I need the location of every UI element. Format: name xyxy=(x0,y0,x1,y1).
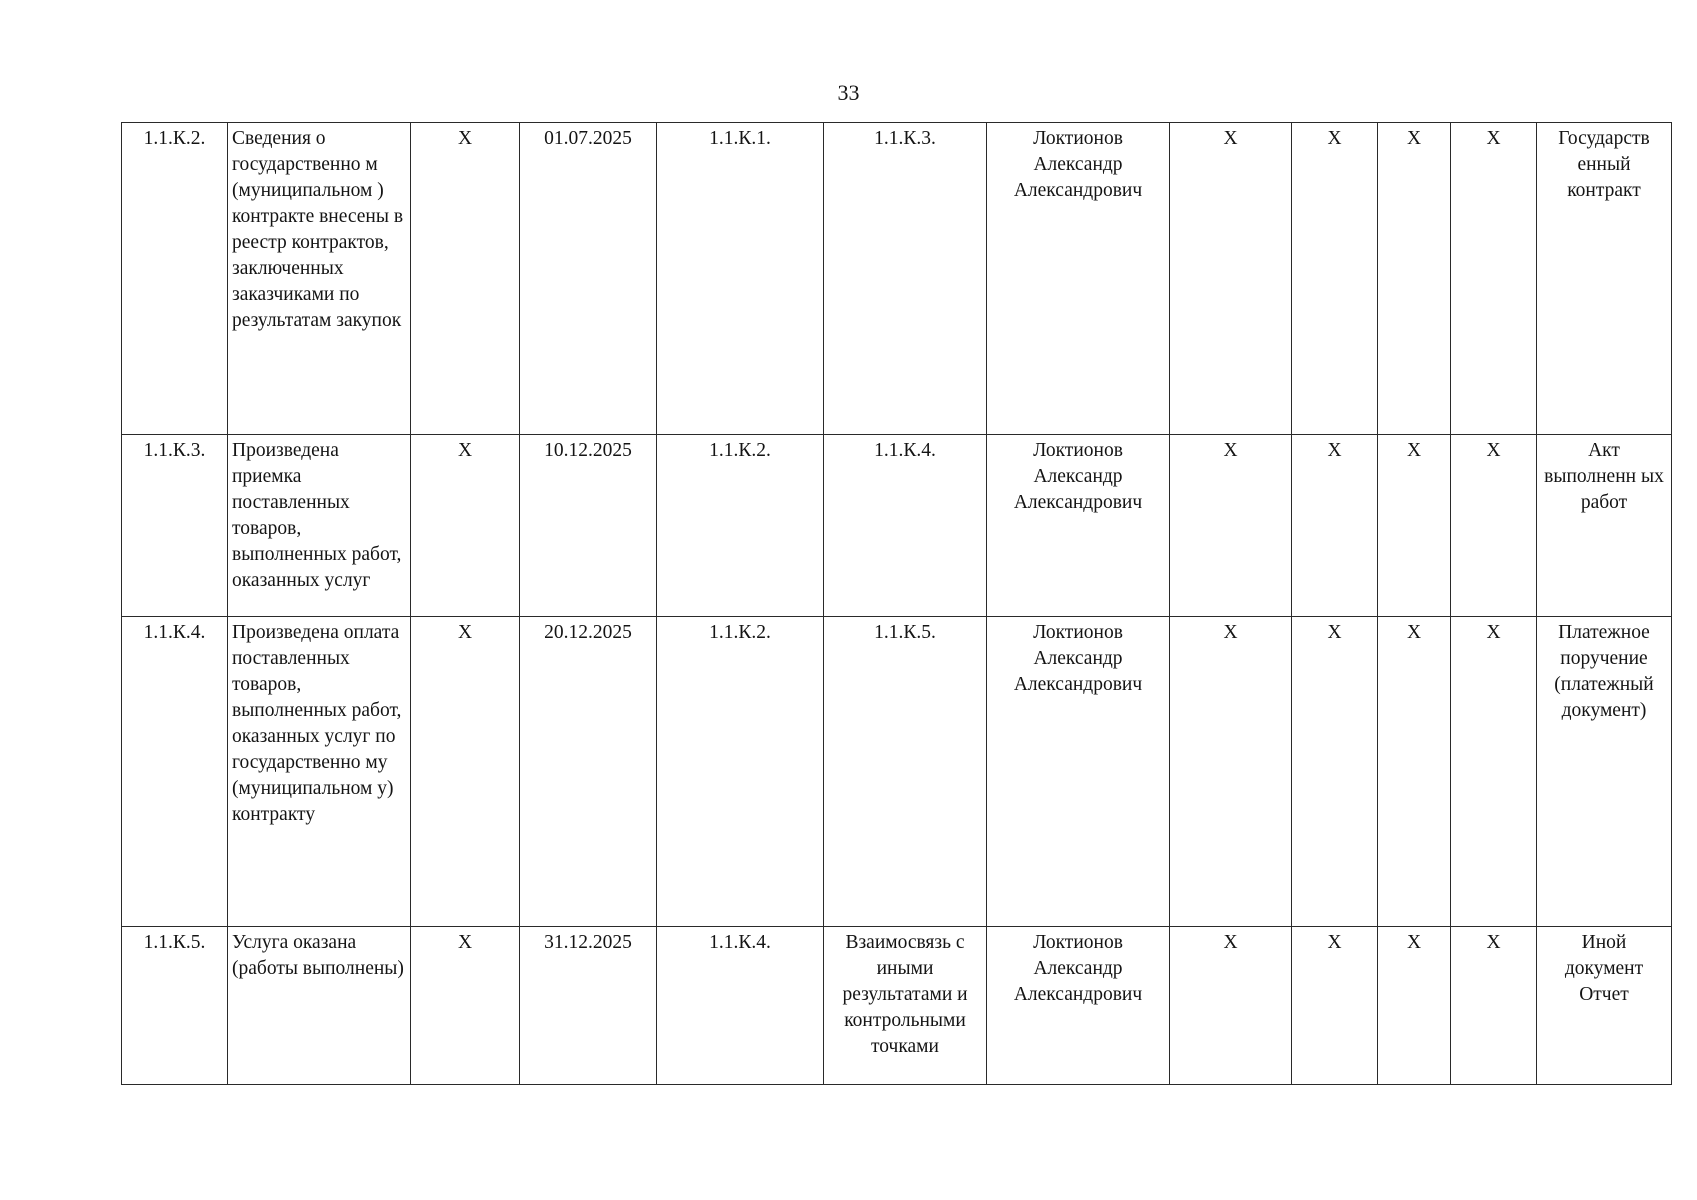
row-mark-b: Х xyxy=(1292,927,1378,1085)
row-responsible: Локтионов Александр Александрович xyxy=(987,435,1170,617)
row-mark-b: Х xyxy=(1292,123,1378,435)
row-description: Произведена оплата поставленных товаров, выполненных работ, оказанных услуг по государственно му (муниципальном у) контракту xyxy=(228,617,411,927)
row-code: 1.1.К.5. xyxy=(122,927,228,1085)
row-predecessor: 1.1.К.4. xyxy=(657,927,824,1085)
row-code: 1.1.К.4. xyxy=(122,617,228,927)
row-predecessor: 1.1.К.2. xyxy=(657,435,824,617)
row-mark-start: Х xyxy=(411,927,520,1085)
row-mark-start: Х xyxy=(411,435,520,617)
row-document: Платежное поручение (платежный документ) xyxy=(1537,617,1672,927)
row-successor: 1.1.К.3. xyxy=(824,123,987,435)
control-points-table xyxy=(121,122,1672,1085)
row-mark-start: Х xyxy=(411,617,520,927)
row-description: Произведена приемка поставленных товаров, выполненных работ, оказанных услуг xyxy=(228,435,411,617)
row-description: Услуга оказана (работы выполнены) xyxy=(228,927,411,1085)
table-row xyxy=(122,927,1672,1085)
row-mark-d: Х xyxy=(1451,927,1537,1085)
row-code: 1.1.К.2. xyxy=(122,123,228,435)
row-responsible: Локтионов Александр Александрович xyxy=(987,617,1170,927)
table-row xyxy=(122,435,1672,617)
row-mark-a: Х xyxy=(1170,617,1292,927)
row-date: 10.12.2025 xyxy=(520,435,657,617)
row-document: Государств енный контракт xyxy=(1537,123,1672,435)
row-description: Сведения о государственно м (муниципальном ) контракте внесены в реестр контрактов, заключенных заказчиками по результатам закупок xyxy=(228,123,411,435)
row-mark-start: Х xyxy=(411,123,520,435)
row-mark-a: Х xyxy=(1170,123,1292,435)
row-successor: Взаимосвязь с иными результатами и контрольными точками xyxy=(824,927,987,1085)
row-mark-c: Х xyxy=(1378,123,1451,435)
row-date: 01.07.2025 xyxy=(520,123,657,435)
row-mark-d: Х xyxy=(1451,435,1537,617)
row-predecessor: 1.1.К.2. xyxy=(657,617,824,927)
row-responsible: Локтионов Александр Александрович xyxy=(987,123,1170,435)
row-predecessor: 1.1.К.1. xyxy=(657,123,824,435)
row-date: 20.12.2025 xyxy=(520,617,657,927)
row-mark-a: Х xyxy=(1170,927,1292,1085)
row-successor: 1.1.К.5. xyxy=(824,617,987,927)
table-row xyxy=(122,617,1672,927)
row-date: 31.12.2025 xyxy=(520,927,657,1085)
row-code: 1.1.К.3. xyxy=(122,435,228,617)
row-mark-d: Х xyxy=(1451,617,1537,927)
page-number: 33 xyxy=(837,80,860,105)
row-document: Иной документ Отчет xyxy=(1537,927,1672,1085)
row-successor: 1.1.К.4. xyxy=(824,435,987,617)
row-document: Акт выполненн ых работ xyxy=(1537,435,1672,617)
row-mark-a: Х xyxy=(1170,435,1292,617)
row-mark-c: Х xyxy=(1378,617,1451,927)
row-mark-b: Х xyxy=(1292,617,1378,927)
row-mark-c: Х xyxy=(1378,927,1451,1085)
row-mark-c: Х xyxy=(1378,435,1451,617)
row-mark-d: Х xyxy=(1451,123,1537,435)
table-row xyxy=(122,123,1672,435)
row-mark-b: Х xyxy=(1292,435,1378,617)
row-responsible: Локтионов Александр Александрович xyxy=(987,927,1170,1085)
